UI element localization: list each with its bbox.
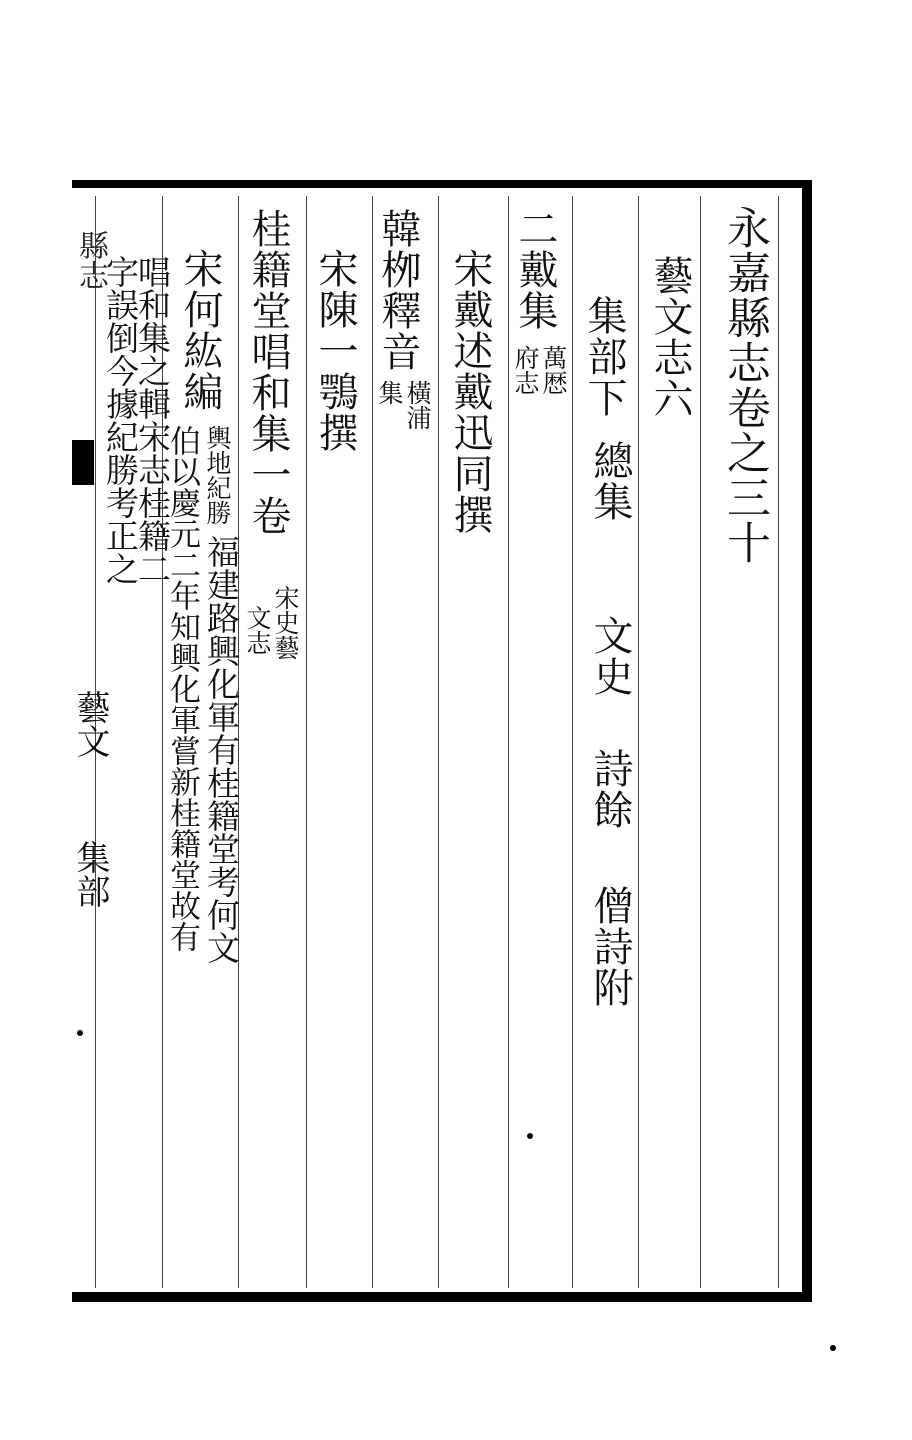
margin-section: 藝文 (70, 690, 110, 758)
commentary: 字誤倒今據紀勝考正之 (101, 255, 140, 585)
entry-title: 韓栁釋音 (375, 208, 421, 372)
category-criticism: 文史 (587, 615, 633, 697)
ink-speck (527, 1133, 533, 1139)
fishtail-mark (72, 440, 94, 485)
column-rule (778, 196, 779, 1288)
column-rule (700, 196, 701, 1288)
entry-note: 伯以慶元二年知興化軍嘗新桂籍堂故有 (164, 425, 200, 952)
category-monk-poems: 僧詩附 (587, 885, 633, 1008)
entry-note: 福建路興化軍有桂籍堂考何文 (202, 535, 241, 964)
column-rule (508, 196, 509, 1288)
entry-note: 橫浦 (403, 380, 432, 430)
margin-label: 集部 (70, 840, 110, 908)
commentary: 唱和集之輯宋志桂籍二 (133, 255, 172, 585)
column-rule (638, 196, 639, 1288)
entry-note: 宋史藝 (271, 585, 300, 660)
entry-note: 集 (375, 380, 404, 405)
entry-author: 宋何紘編 (177, 248, 223, 412)
ink-speck (830, 1345, 836, 1351)
entry-note: 文志 (243, 605, 272, 655)
entry-title: 二戴集 (512, 208, 558, 331)
category-general: 總集 (587, 440, 633, 522)
volume-title: 永嘉縣志卷之三十 (719, 205, 770, 565)
column-rule (572, 196, 573, 1288)
category-ci: 詩餘 (587, 748, 633, 830)
section-title: 藝文志六 (647, 255, 693, 419)
entry-note: 萬厯 (539, 345, 568, 395)
margin-volume: 縣志 (73, 230, 108, 290)
column-rule (372, 196, 373, 1288)
entry-author: 宋陳一鶚撰 (312, 248, 358, 453)
ink-speck (77, 1030, 83, 1036)
column-rule (438, 196, 439, 1288)
entry-note: 輿地紀勝 (203, 425, 232, 525)
subsection-title: 集部下 (581, 295, 627, 418)
entry-author: 宋戴述戴迅同撰 (447, 248, 493, 535)
entry-title: 桂籍堂唱和集一卷 (245, 208, 291, 536)
entry-note: 府志 (511, 345, 540, 395)
column-rule (306, 196, 307, 1288)
